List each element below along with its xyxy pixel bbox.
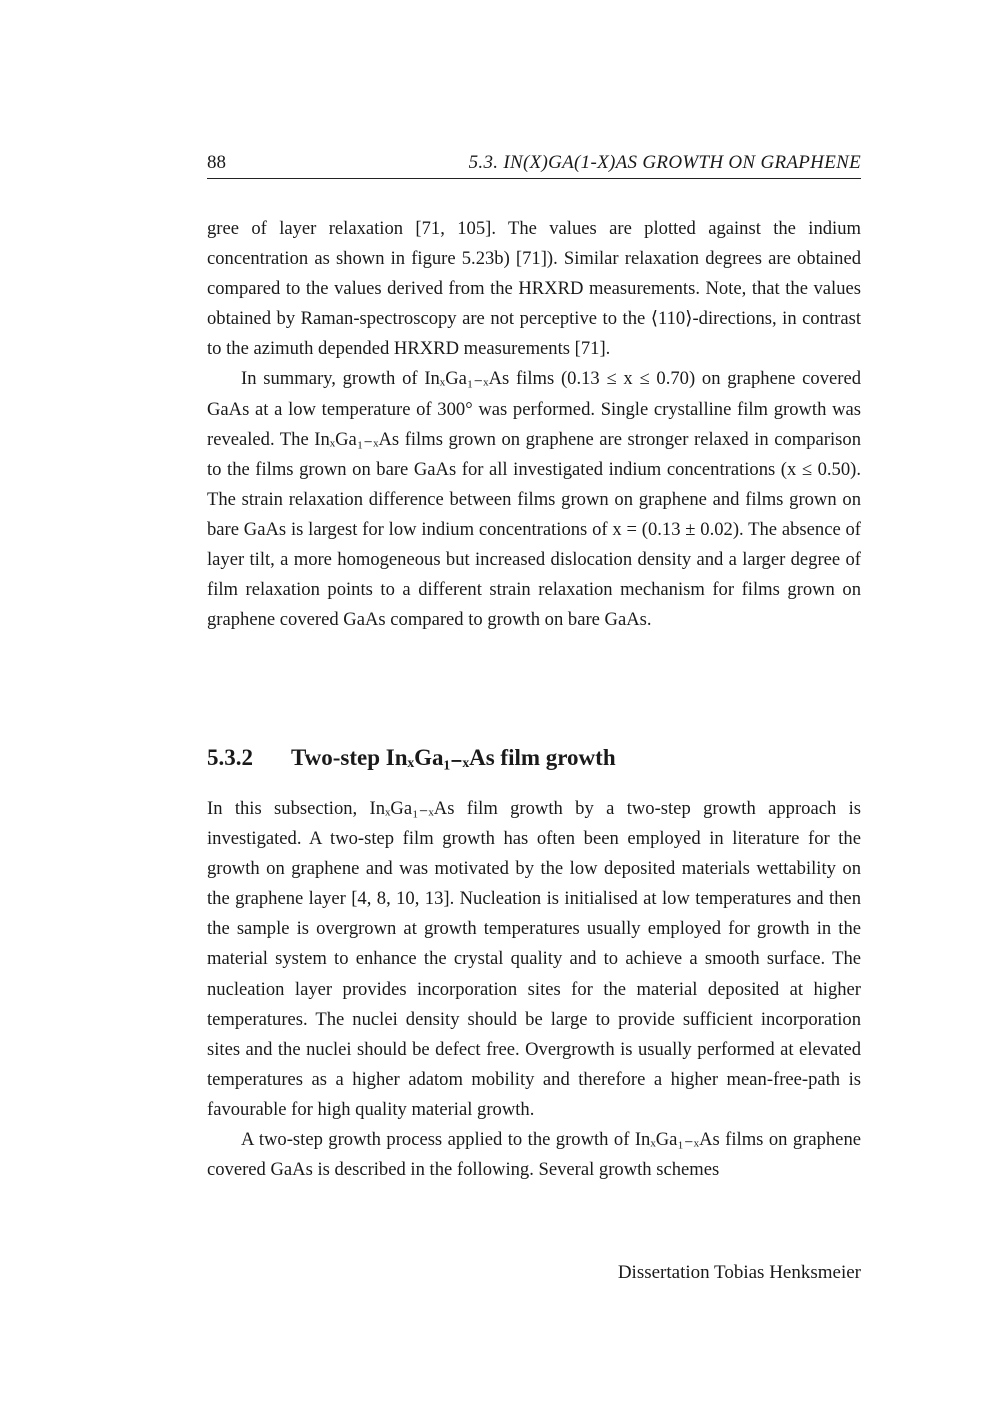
running-head-title: 5.3. IN(X)GA(1-X)AS GROWTH ON GRAPHENE [468, 152, 861, 173]
paragraph-summary: In summary, growth of InₓGa₁₋ₓAs films (0.13 ≤ x ≤ 0.70) on graphene covered GaAs at a low temperature of 300° was performed. Single crystalline film growth was revealed. The InₓGa₁₋ₓAs films grown on graphene are stronger relaxed in comparison to the films grown on bare GaAs for all investigated indium concentrations (x ≤ 0.50). The strain relaxation difference between films grown on graphene and films grown on bare GaAs is largest for low indium concentrations of x = (0.13 ± 0.02). The absence of layer tilt, a more homogeneous but increased dislocation density and a larger degree of film relaxation points to a different strain relaxation mechanism for films grown on graphene covered GaAs compared to growth on bare GaAs. [207, 368, 861, 631]
footer-author: Dissertation Tobias Henksmeier [617, 1262, 861, 1283]
body-text-top [207, 214, 861, 635]
section-number: 5.3.2 [207, 745, 253, 770]
section-title: Two-step InₓGa₁₋ₓAs film growth [291, 745, 616, 770]
section-heading [207, 745, 861, 771]
paragraph-process: A two-step growth process applied to the growth of InₓGa₁₋ₓAs films on graphene covered GaAs is described in the following. Several growth schemes [207, 1129, 861, 1181]
page-number: 88 [207, 152, 226, 173]
running-header [207, 152, 861, 179]
paragraph-intro: In this subsection, InₓGa₁₋ₓAs film growth by a two-step growth approach is investigated. A two-step film growth has often been employed in literature for the growth on graphene and was motivated by the low deposited materials wettability on the graphene layer [4, 8, 10, 13]. Nucleation is initialised at low temperatures and then the sample is overgrown at growth temperatures usually employed for growth in the material system to enhance the crystal quality and to achieve a smooth surface. The nucleation layer provides incorporation sites for the material deposited at higher temperatures. The nuclei density should be large to provide sufficient incorporation sites and the nuclei should be defect free. Overgrowth is usually performed at elevated temperatures as a higher adatom mobility and therefore a higher mean-free-path is favourable for high quality material growth. [207, 798, 861, 1120]
paragraph-continuation: gree of layer relaxation [71, 105]. The values are plotted against the indium concentration as shown in figure 5.23b) [71]). Similar relaxation degrees are obtained compared to the values derived from the HRXRD measurements. Note, that the values obtained by Raman-spectroscopy are not perceptive to the ⟨110⟩-directions, in contrast to the azimuth depended HRXRD measurements [71]. [207, 218, 861, 360]
body-text-bottom [207, 794, 861, 1185]
